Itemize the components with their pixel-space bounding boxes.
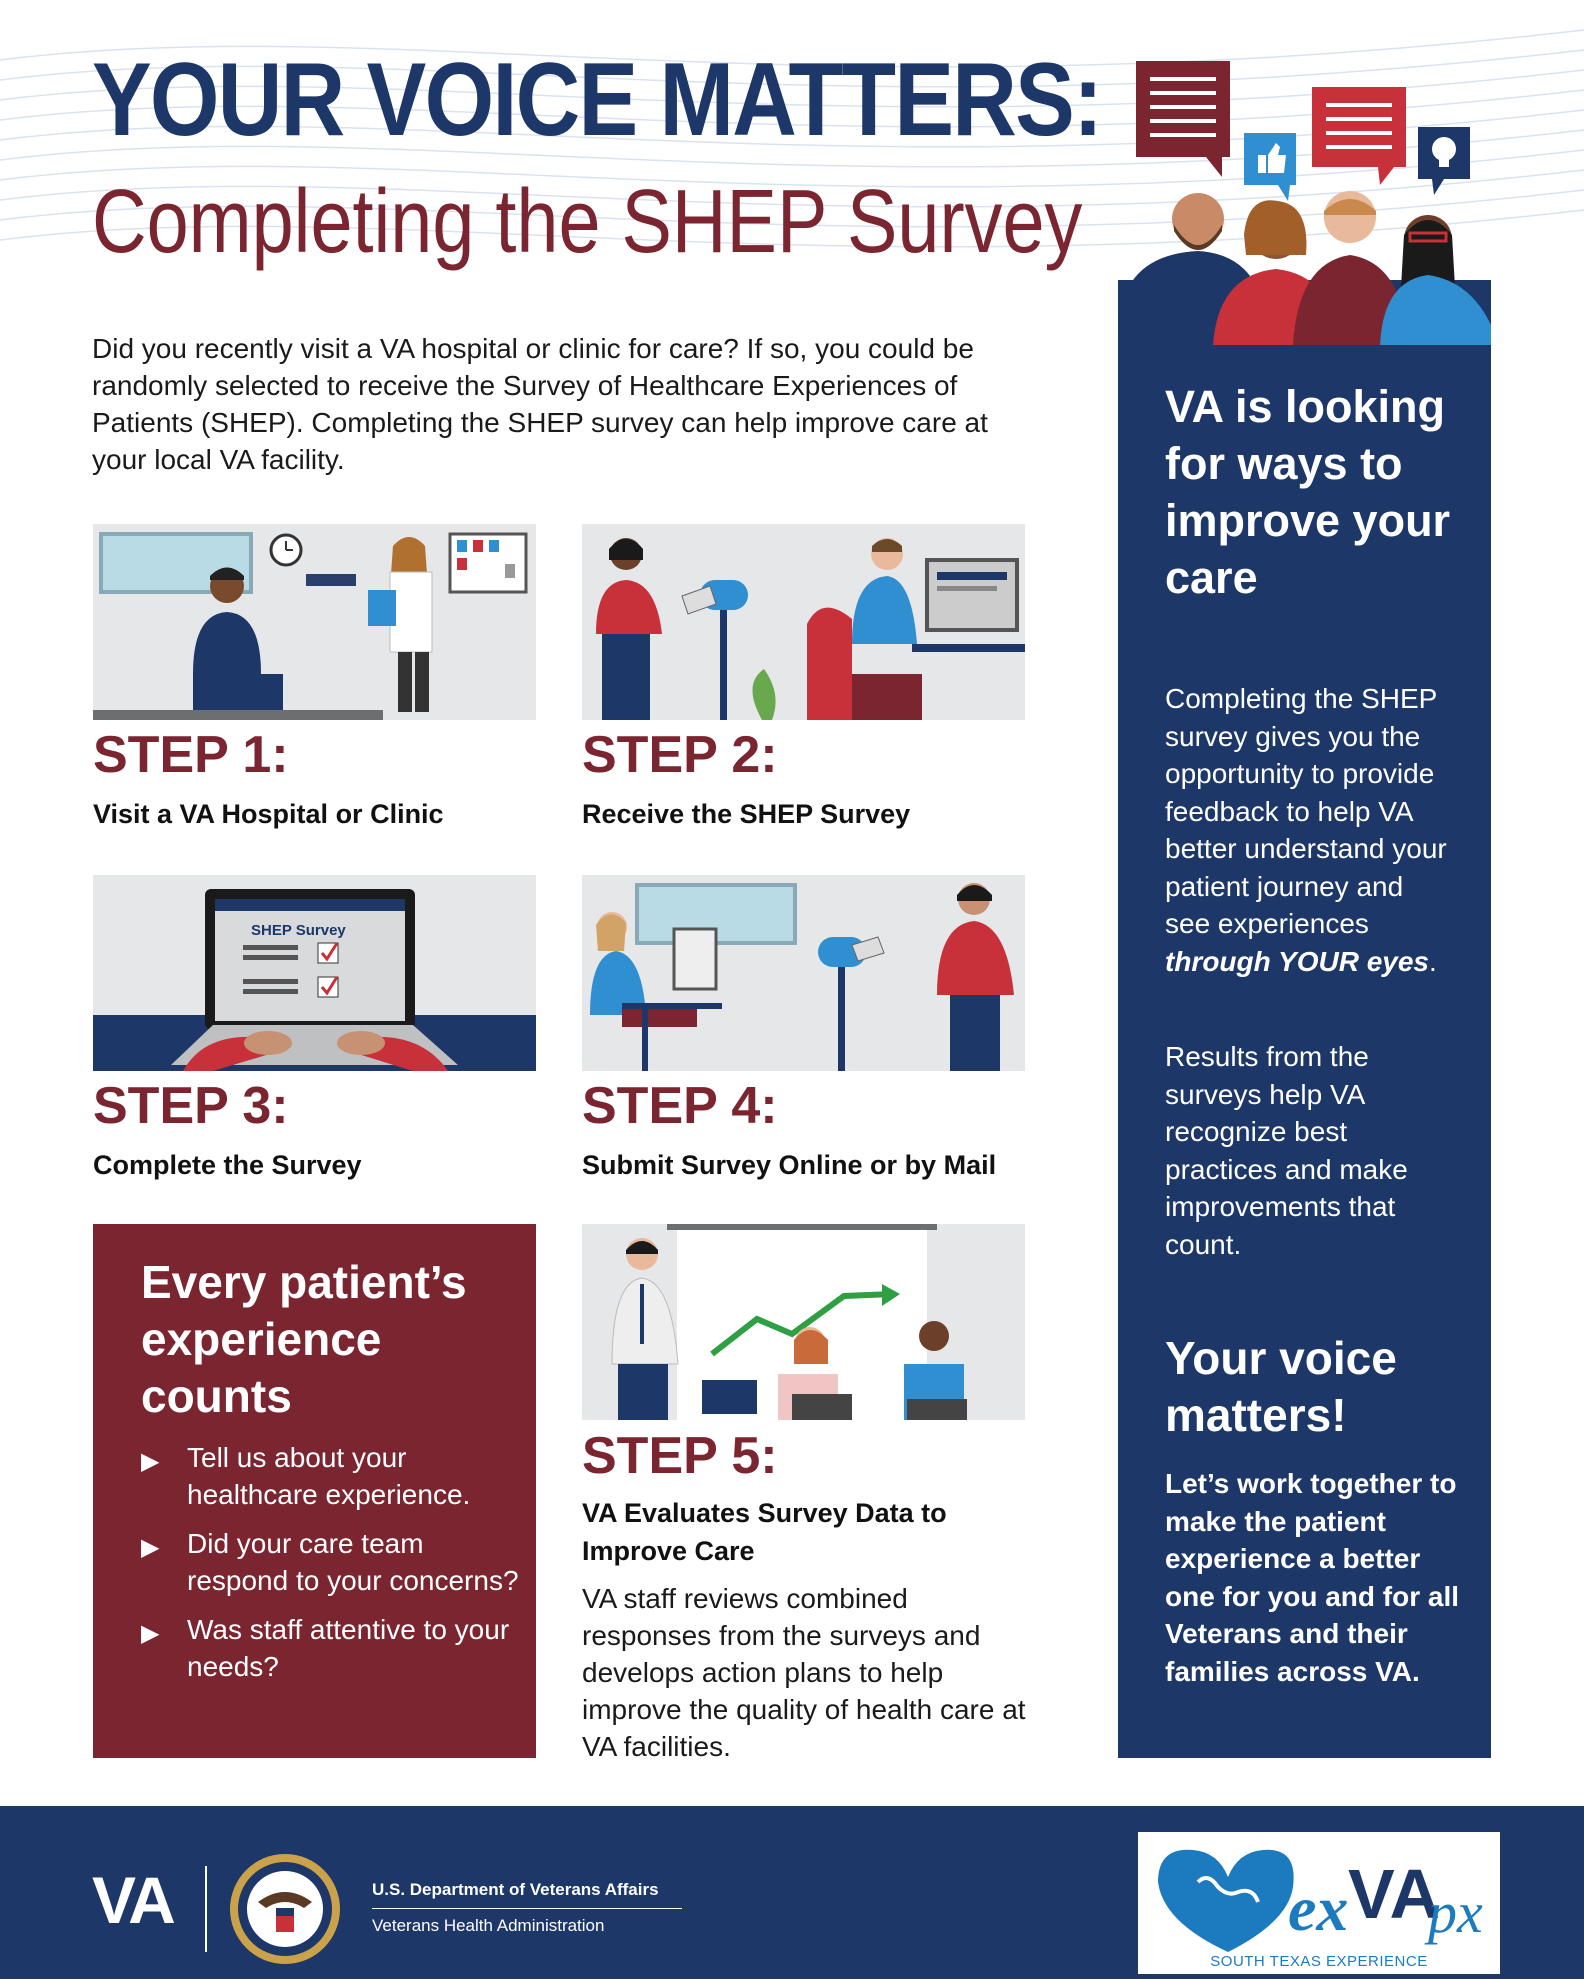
step5-title: VA Evaluates Survey Data to Improve Care	[582, 1498, 947, 1566]
svg-text:VA: VA	[1348, 1855, 1441, 1933]
administration-name: Veterans Health Administration	[372, 1916, 605, 1935]
department-name: U.S. Department of Veterans Affairs	[372, 1880, 659, 1899]
step4-title: Submit Survey Online or by Mail	[582, 1150, 997, 1180]
partner-tagline: SOUTH TEXAS EXPERIENCE	[1210, 1953, 1428, 1970]
sidebar-paragraph-1: Completing the SHEP survey gives you the opportunity to provide feedback to help VA better understand your patient journey and see experiences through YOUR eyes.	[1165, 683, 1447, 977]
step4-illustration	[582, 875, 1025, 1071]
step2-title: Receive the SHEP Survey	[582, 799, 911, 829]
sidebar-panel	[1118, 280, 1491, 1758]
step3-label: STEP 3:	[93, 1077, 289, 1135]
step3-illustration	[93, 875, 536, 1071]
va-logo: VA	[92, 1863, 173, 1937]
intro-paragraph: Did you recently visit a VA hospital or clinic for care? If so, you could be randomly selected to receive the Survey of Healthcare Experiences of Patients (SHEP). Completing the SHEP survey can help improve care at your local VA facility.	[92, 333, 988, 475]
speech-bubble-icon	[1136, 61, 1230, 177]
experience-heading: Every patient’s experience counts	[141, 1256, 467, 1422]
step2-illustration	[582, 524, 1025, 720]
laptop-screen-label: SHEP Survey	[251, 922, 346, 939]
step1-illustration	[93, 524, 536, 720]
step5-illustration	[582, 1224, 1025, 1420]
thumbs-up-icon	[1244, 133, 1296, 201]
triangle-right-icon: ▶	[141, 1620, 160, 1647]
experience-bullet: ▶ Tell us about your healthcare experience.	[141, 1442, 471, 1510]
va-seal-icon	[228, 1852, 342, 1966]
experience-bullets	[141, 1439, 521, 1697]
step1-label: STEP 1:	[93, 726, 289, 784]
department-underline	[372, 1908, 682, 1909]
sidebar-heading-2: Your voice matters!	[1165, 1332, 1397, 1441]
speech-bubble-icon	[1312, 87, 1406, 185]
step1-title: Visit a VA Hospital or Clinic	[93, 799, 444, 829]
experience-bullet: ▶ Was staff attentive to your needs?	[141, 1614, 510, 1682]
experience-bullet: ▶ Did your care team respond to your concerns?	[141, 1528, 519, 1596]
step4-label: STEP 4:	[582, 1077, 778, 1135]
lightbulb-icon	[1418, 127, 1470, 195]
page-title: YOUR VOICE MATTERS:	[92, 42, 1102, 158]
svg-text:px: px	[1428, 1880, 1483, 1945]
step3-title: Complete the Survey	[93, 1150, 362, 1180]
people-feedback-illustration	[1118, 55, 1491, 345]
experience-box	[93, 1224, 536, 1758]
sidebar-paragraph-3: Let’s work together to make the patient experience a better one for you and for all Veterans and their families across VA.	[1165, 1468, 1460, 1687]
step2-label: STEP 2:	[582, 726, 778, 784]
page-subtitle: Completing the SHEP Survey	[92, 172, 1083, 272]
sidebar-heading: VA is looking for ways to improve your care	[1165, 381, 1451, 603]
triangle-right-icon: ▶	[141, 1448, 160, 1475]
step5-body: VA staff reviews combined responses from the surveys and develops action plans to help improve the quality of health care at VA facilities.	[582, 1583, 1026, 1762]
step5-label: STEP 5:	[582, 1427, 778, 1485]
sidebar-paragraph-2: Results from the surveys help VA recognize best practices and make improvements that count.	[1165, 1041, 1408, 1260]
footer-divider	[205, 1866, 207, 1952]
svg-text:ex: ex	[1288, 1873, 1349, 1944]
triangle-right-icon: ▶	[141, 1534, 160, 1561]
